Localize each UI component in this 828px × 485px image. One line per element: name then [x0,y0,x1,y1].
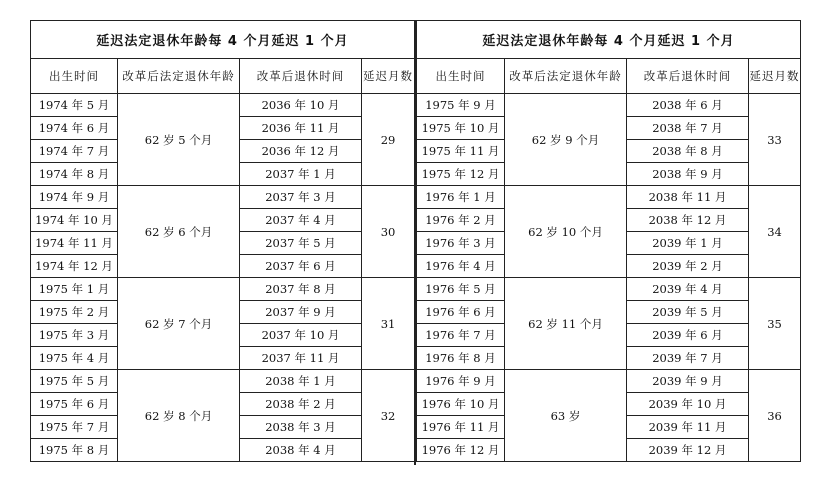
birth-cell: 1975 年 3 月 [31,324,118,347]
retirement-time-cell: 2039 年 9 月 [627,370,749,393]
left-table-container [30,20,414,465]
retirement-time-cell: 2039 年 7 月 [627,347,749,370]
retirement-time-cell: 2036 年 12 月 [240,140,362,163]
retirement-time-cell: 2037 年 1 月 [240,163,362,186]
header-birth-time: 出生时间 [31,59,118,94]
header-delay-months: 延迟月数 [362,59,415,94]
retirement-time-cell: 2037 年 4 月 [240,209,362,232]
retirement-time-cell: 2037 年 3 月 [240,186,362,209]
birth-cell: 1976 年 8 月 [417,347,505,370]
retirement-time-cell: 2039 年 4 月 [627,278,749,301]
retirement-age-cell: 63 岁 [505,370,627,462]
retirement-time-cell: 2039 年 12 月 [627,439,749,462]
retirement-delay-document [30,20,800,465]
birth-cell: 1975 年 12 月 [417,163,505,186]
retirement-time-cell: 2037 年 8 月 [240,278,362,301]
delay-months-cell: 30 [362,186,415,278]
birth-cell: 1975 年 4 月 [31,347,118,370]
retirement-age-cell: 62 岁 9 个月 [505,94,627,186]
retirement-time-cell: 2039 年 11 月 [627,416,749,439]
retirement-time-cell: 2039 年 2 月 [627,255,749,278]
birth-cell: 1974 年 11 月 [31,232,118,255]
retirement-time-cell: 2037 年 10 月 [240,324,362,347]
retirement-time-cell: 2039 年 5 月 [627,301,749,324]
retirement-time-cell: 2038 年 1 月 [240,370,362,393]
birth-cell: 1975 年 10 月 [417,117,505,140]
birth-cell: 1974 年 10 月 [31,209,118,232]
birth-cell: 1976 年 7 月 [417,324,505,347]
birth-cell: 1974 年 9 月 [31,186,118,209]
delay-months-cell: 33 [749,94,801,186]
birth-cell: 1975 年 7 月 [31,416,118,439]
birth-cell: 1975 年 11 月 [417,140,505,163]
retirement-time-cell: 2037 年 5 月 [240,232,362,255]
birth-cell: 1975 年 1 月 [31,278,118,301]
retirement-age-cell: 62 岁 6 个月 [118,186,240,278]
retirement-age-cell: 62 岁 5 个月 [118,94,240,186]
header-delay-months: 延迟月数 [749,59,801,94]
retirement-time-cell: 2039 年 6 月 [627,324,749,347]
birth-cell: 1976 年 11 月 [417,416,505,439]
birth-cell: 1976 年 10 月 [417,393,505,416]
delay-months-cell: 36 [749,370,801,462]
birth-cell: 1975 年 9 月 [417,94,505,117]
retirement-time-cell: 2038 年 12 月 [627,209,749,232]
delay-months-cell: 34 [749,186,801,278]
birth-cell: 1976 年 12 月 [417,439,505,462]
retirement-time-cell: 2036 年 10 月 [240,94,362,117]
delay-months-cell: 29 [362,94,415,186]
birth-cell: 1974 年 6 月 [31,117,118,140]
delay-months-cell: 31 [362,278,415,370]
header-birth-time: 出生时间 [417,59,505,94]
retirement-time-cell: 2038 年 9 月 [627,163,749,186]
birth-cell: 1976 年 2 月 [417,209,505,232]
birth-cell: 1975 年 5 月 [31,370,118,393]
birth-cell: 1974 年 5 月 [31,94,118,117]
left-retirement-table [30,20,415,462]
birth-cell: 1974 年 12 月 [31,255,118,278]
retirement-time-cell: 2038 年 6 月 [627,94,749,117]
birth-cell: 1974 年 8 月 [31,163,118,186]
retirement-time-cell: 2038 年 8 月 [627,140,749,163]
retirement-time-cell: 2037 年 9 月 [240,301,362,324]
retirement-time-cell: 2039 年 10 月 [627,393,749,416]
delay-months-cell: 35 [749,278,801,370]
retirement-time-cell: 2037 年 11 月 [240,347,362,370]
retirement-age-cell: 62 岁 7 个月 [118,278,240,370]
birth-cell: 1976 年 1 月 [417,186,505,209]
right-retirement-table [416,20,801,462]
header-retirement-age: 改革后法定退休年龄 [118,59,240,94]
birth-cell: 1976 年 6 月 [417,301,505,324]
table-title: 延迟法定退休年龄每 4 个月延迟 1 个月 [31,21,415,59]
retirement-age-cell: 62 岁 11 个月 [505,278,627,370]
right-table-container [416,20,800,465]
retirement-time-cell: 2038 年 3 月 [240,416,362,439]
delay-months-cell: 32 [362,370,415,462]
retirement-time-cell: 2037 年 6 月 [240,255,362,278]
birth-cell: 1976 年 4 月 [417,255,505,278]
retirement-time-cell: 2036 年 11 月 [240,117,362,140]
retirement-age-cell: 62 岁 8 个月 [118,370,240,462]
retirement-time-cell: 2038 年 11 月 [627,186,749,209]
header-retirement-time: 改革后退休时间 [240,59,362,94]
retirement-time-cell: 2038 年 7 月 [627,117,749,140]
retirement-time-cell: 2038 年 4 月 [240,439,362,462]
table-title: 延迟法定退休年龄每 4 个月延迟 1 个月 [417,21,801,59]
birth-cell: 1976 年 3 月 [417,232,505,255]
retirement-time-cell: 2038 年 2 月 [240,393,362,416]
birth-cell: 1974 年 7 月 [31,140,118,163]
header-retirement-age: 改革后法定退休年龄 [505,59,627,94]
retirement-time-cell: 2039 年 1 月 [627,232,749,255]
birth-cell: 1975 年 2 月 [31,301,118,324]
birth-cell: 1975 年 8 月 [31,439,118,462]
header-retirement-time: 改革后退休时间 [627,59,749,94]
birth-cell: 1976 年 5 月 [417,278,505,301]
birth-cell: 1976 年 9 月 [417,370,505,393]
birth-cell: 1975 年 6 月 [31,393,118,416]
retirement-age-cell: 62 岁 10 个月 [505,186,627,278]
